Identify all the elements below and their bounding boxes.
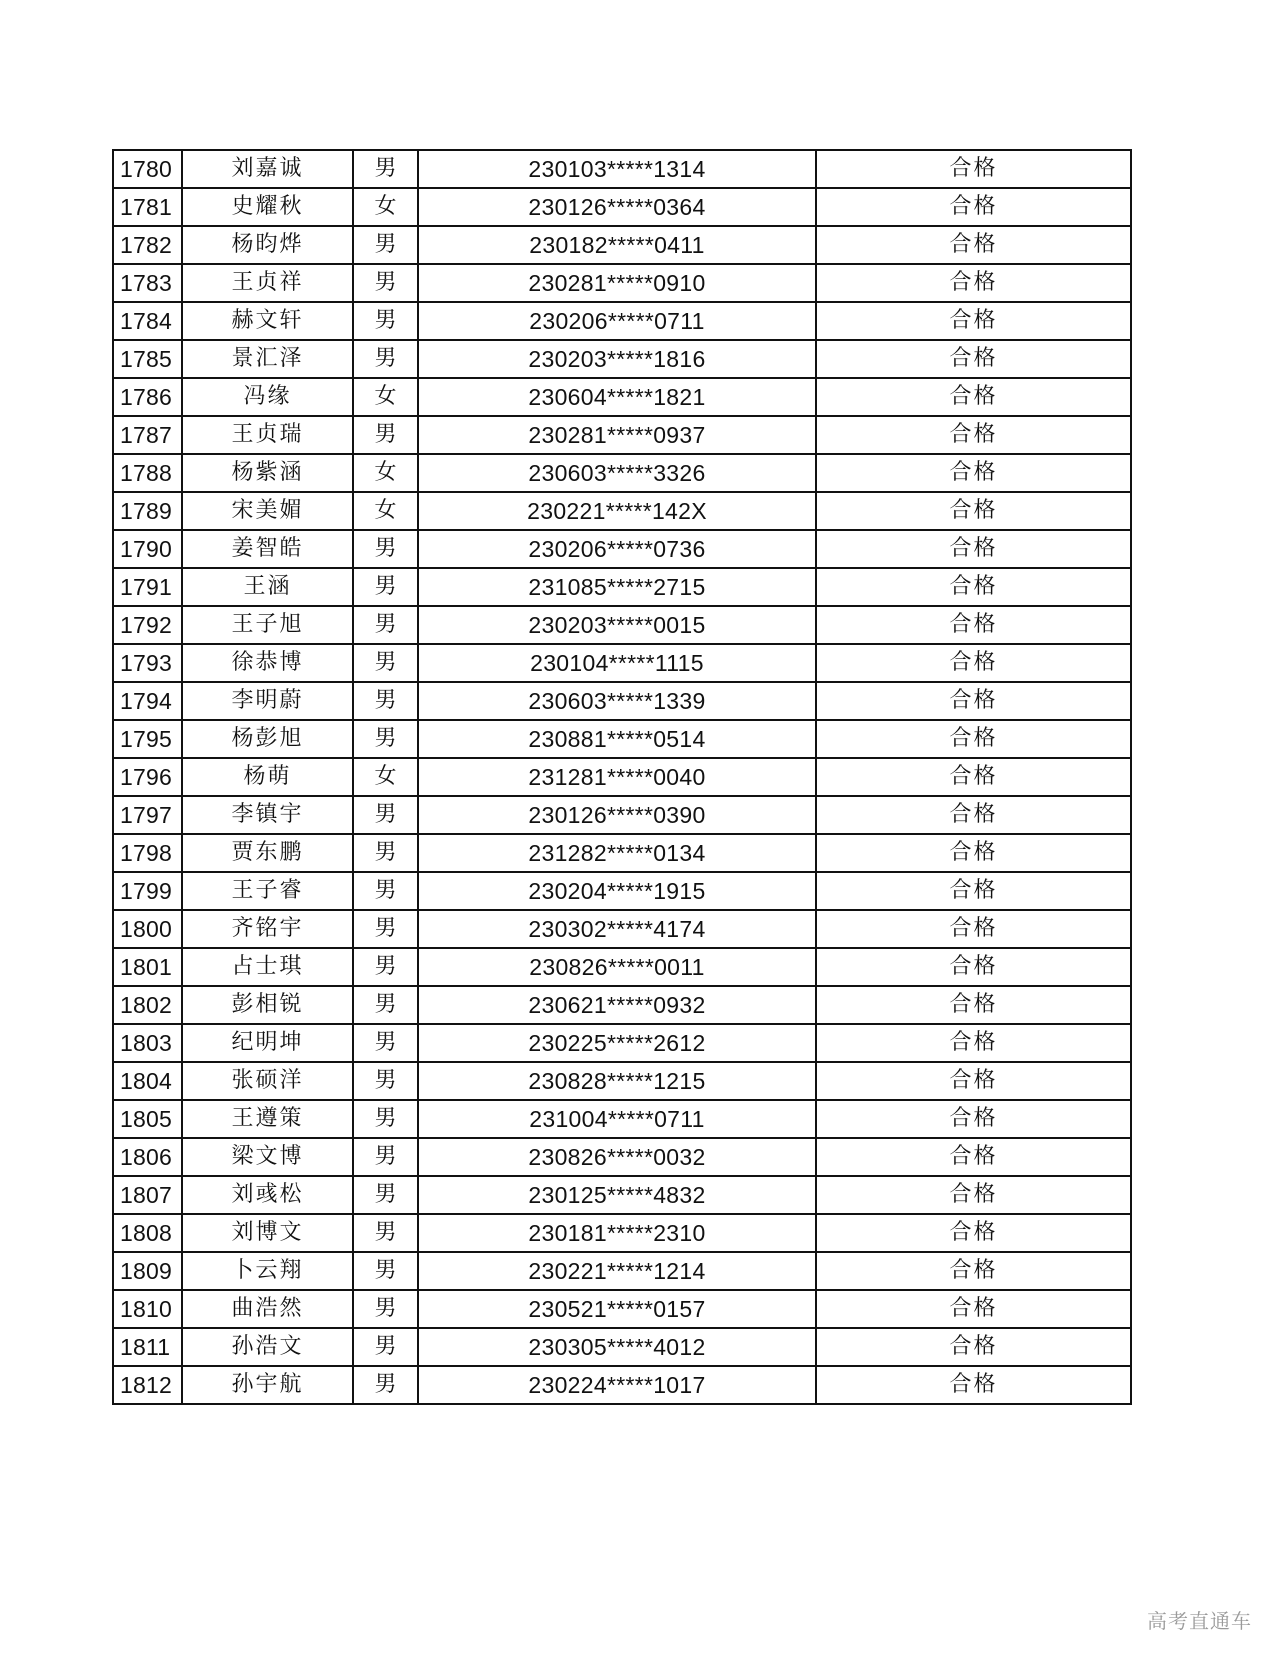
student-name: 刘嘉诚 [182, 150, 353, 188]
id-number: 230281*****0937 [418, 416, 816, 454]
row-number: 1783 [113, 264, 182, 302]
table-row [113, 340, 1131, 378]
result-status: 合格 [816, 910, 1131, 948]
id-number: 230521*****0157 [418, 1290, 816, 1328]
table-row [113, 150, 1131, 188]
student-gender: 男 [353, 150, 418, 188]
student-name: 张硕洋 [182, 1062, 353, 1100]
result-status: 合格 [816, 1176, 1131, 1214]
student-gender: 男 [353, 606, 418, 644]
row-number: 1808 [113, 1214, 182, 1252]
table-row [113, 416, 1131, 454]
row-number: 1811 [113, 1328, 182, 1366]
student-name: 杨彭旭 [182, 720, 353, 758]
result-status: 合格 [816, 454, 1131, 492]
table-row [113, 758, 1131, 796]
result-status: 合格 [816, 986, 1131, 1024]
result-status: 合格 [816, 1366, 1131, 1404]
id-number: 230182*****0411 [418, 226, 816, 264]
id-number: 230604*****1821 [418, 378, 816, 416]
result-status: 合格 [816, 1252, 1131, 1290]
id-number: 230206*****0736 [418, 530, 816, 568]
student-gender: 男 [353, 910, 418, 948]
student-gender: 男 [353, 340, 418, 378]
student-gender: 男 [353, 568, 418, 606]
result-status: 合格 [816, 530, 1131, 568]
student-name: 王贞祥 [182, 264, 353, 302]
student-name: 史耀秋 [182, 188, 353, 226]
table-row [113, 796, 1131, 834]
student-gender: 男 [353, 1290, 418, 1328]
student-name: 梁文博 [182, 1138, 353, 1176]
table-row [113, 872, 1131, 910]
result-status: 合格 [816, 948, 1131, 986]
result-status: 合格 [816, 492, 1131, 530]
student-name: 王遵策 [182, 1100, 353, 1138]
student-gender: 男 [353, 1138, 418, 1176]
student-name: 齐铭宇 [182, 910, 353, 948]
student-name: 占士琪 [182, 948, 353, 986]
student-gender: 男 [353, 1328, 418, 1366]
student-name: 徐恭博 [182, 644, 353, 682]
id-number: 231281*****0040 [418, 758, 816, 796]
row-number: 1790 [113, 530, 182, 568]
student-name: 孙宇航 [182, 1366, 353, 1404]
row-number: 1792 [113, 606, 182, 644]
row-number: 1802 [113, 986, 182, 1024]
row-number: 1791 [113, 568, 182, 606]
student-gender: 女 [353, 492, 418, 530]
row-number: 1799 [113, 872, 182, 910]
qualification-table [112, 149, 1132, 1405]
result-status: 合格 [816, 150, 1131, 188]
row-number: 1807 [113, 1176, 182, 1214]
result-status: 合格 [816, 264, 1131, 302]
student-name: 李镇宇 [182, 796, 353, 834]
row-number: 1788 [113, 454, 182, 492]
student-name: 卜云翔 [182, 1252, 353, 1290]
student-gender: 男 [353, 264, 418, 302]
id-number: 231004*****0711 [418, 1100, 816, 1138]
row-number: 1789 [113, 492, 182, 530]
id-number: 230881*****0514 [418, 720, 816, 758]
id-number: 230224*****1017 [418, 1366, 816, 1404]
student-gender: 男 [353, 1176, 418, 1214]
id-number: 230621*****0932 [418, 986, 816, 1024]
row-number: 1797 [113, 796, 182, 834]
student-name: 景汇泽 [182, 340, 353, 378]
table-row [113, 1290, 1131, 1328]
table-row [113, 378, 1131, 416]
row-number: 1782 [113, 226, 182, 264]
student-name: 王贞瑞 [182, 416, 353, 454]
row-number: 1795 [113, 720, 182, 758]
table-row [113, 986, 1131, 1024]
row-number: 1796 [113, 758, 182, 796]
result-status: 合格 [816, 568, 1131, 606]
row-number: 1810 [113, 1290, 182, 1328]
student-name: 刘博文 [182, 1214, 353, 1252]
result-status: 合格 [816, 1100, 1131, 1138]
result-status: 合格 [816, 340, 1131, 378]
row-number: 1800 [113, 910, 182, 948]
result-status: 合格 [816, 188, 1131, 226]
student-name: 曲浩然 [182, 1290, 353, 1328]
table-row [113, 1100, 1131, 1138]
student-name: 杨紫涵 [182, 454, 353, 492]
student-gender: 女 [353, 758, 418, 796]
table-row [113, 1024, 1131, 1062]
id-number: 230826*****0011 [418, 948, 816, 986]
result-status: 合格 [816, 834, 1131, 872]
student-name: 杨萌 [182, 758, 353, 796]
student-gender: 男 [353, 1366, 418, 1404]
result-status: 合格 [816, 1062, 1131, 1100]
id-number: 230181*****2310 [418, 1214, 816, 1252]
row-number: 1785 [113, 340, 182, 378]
student-name: 宋美媚 [182, 492, 353, 530]
table-row [113, 492, 1131, 530]
id-number: 230126*****0390 [418, 796, 816, 834]
table-row [113, 834, 1131, 872]
student-name: 赫文轩 [182, 302, 353, 340]
student-gender: 女 [353, 454, 418, 492]
result-status: 合格 [816, 1214, 1131, 1252]
id-number: 230281*****0910 [418, 264, 816, 302]
result-status: 合格 [816, 416, 1131, 454]
student-gender: 男 [353, 1214, 418, 1252]
student-name: 李明蔚 [182, 682, 353, 720]
student-gender: 男 [353, 796, 418, 834]
student-name: 王子睿 [182, 872, 353, 910]
result-status: 合格 [816, 1290, 1131, 1328]
student-gender: 男 [353, 1100, 418, 1138]
student-gender: 男 [353, 226, 418, 264]
result-status: 合格 [816, 872, 1131, 910]
student-gender: 男 [353, 872, 418, 910]
table-row [113, 910, 1131, 948]
result-status: 合格 [816, 644, 1131, 682]
table-row [113, 682, 1131, 720]
student-name: 孙浩文 [182, 1328, 353, 1366]
student-gender: 女 [353, 378, 418, 416]
row-number: 1794 [113, 682, 182, 720]
student-gender: 男 [353, 1024, 418, 1062]
result-status: 合格 [816, 796, 1131, 834]
table-row [113, 720, 1131, 758]
id-number: 230828*****1215 [418, 1062, 816, 1100]
id-number: 231085*****2715 [418, 568, 816, 606]
table-row [113, 948, 1131, 986]
id-number: 230203*****0015 [418, 606, 816, 644]
table-row [113, 1328, 1131, 1366]
row-number: 1805 [113, 1100, 182, 1138]
student-name: 姜智皓 [182, 530, 353, 568]
table-row [113, 454, 1131, 492]
id-number: 230203*****1816 [418, 340, 816, 378]
result-status: 合格 [816, 226, 1131, 264]
row-number: 1793 [113, 644, 182, 682]
id-number: 230603*****1339 [418, 682, 816, 720]
result-status: 合格 [816, 1024, 1131, 1062]
row-number: 1801 [113, 948, 182, 986]
student-name: 冯缘 [182, 378, 353, 416]
id-number: 230204*****1915 [418, 872, 816, 910]
row-number: 1804 [113, 1062, 182, 1100]
table-row [113, 226, 1131, 264]
result-status: 合格 [816, 720, 1131, 758]
student-name: 纪明坤 [182, 1024, 353, 1062]
table-row [113, 1138, 1131, 1176]
result-status: 合格 [816, 682, 1131, 720]
student-gender: 男 [353, 986, 418, 1024]
student-gender: 男 [353, 416, 418, 454]
result-status: 合格 [816, 758, 1131, 796]
table-row [113, 1176, 1131, 1214]
id-number: 230125*****4832 [418, 1176, 816, 1214]
row-number: 1806 [113, 1138, 182, 1176]
row-number: 1786 [113, 378, 182, 416]
result-status: 合格 [816, 1138, 1131, 1176]
table-row [113, 1252, 1131, 1290]
student-name: 贾东鹏 [182, 834, 353, 872]
id-number: 230826*****0032 [418, 1138, 816, 1176]
table-row [113, 1062, 1131, 1100]
table-row [113, 530, 1131, 568]
id-number: 230206*****0711 [418, 302, 816, 340]
result-status: 合格 [816, 606, 1131, 644]
result-status: 合格 [816, 1328, 1131, 1366]
result-status: 合格 [816, 302, 1131, 340]
student-name: 杨昀烨 [182, 226, 353, 264]
table-row [113, 1366, 1131, 1404]
student-gender: 男 [353, 834, 418, 872]
row-number: 1812 [113, 1366, 182, 1404]
row-number: 1787 [113, 416, 182, 454]
id-number: 230225*****2612 [418, 1024, 816, 1062]
table-row [113, 606, 1131, 644]
student-gender: 男 [353, 530, 418, 568]
id-number: 230221*****142X [418, 492, 816, 530]
table-row [113, 644, 1131, 682]
row-number: 1780 [113, 150, 182, 188]
student-gender: 男 [353, 644, 418, 682]
student-gender: 男 [353, 682, 418, 720]
student-gender: 男 [353, 302, 418, 340]
row-number: 1803 [113, 1024, 182, 1062]
id-number: 230603*****3326 [418, 454, 816, 492]
student-gender: 男 [353, 1252, 418, 1290]
row-number: 1781 [113, 188, 182, 226]
id-number: 230302*****4174 [418, 910, 816, 948]
table-row [113, 1214, 1131, 1252]
table-row [113, 568, 1131, 606]
id-number: 230221*****1214 [418, 1252, 816, 1290]
student-gender: 男 [353, 720, 418, 758]
row-number: 1784 [113, 302, 182, 340]
student-gender: 男 [353, 948, 418, 986]
student-name: 王涵 [182, 568, 353, 606]
result-status: 合格 [816, 378, 1131, 416]
id-number: 230305*****4012 [418, 1328, 816, 1366]
student-name: 刘彧松 [182, 1176, 353, 1214]
row-number: 1809 [113, 1252, 182, 1290]
student-gender: 男 [353, 1062, 418, 1100]
id-number: 230103*****1314 [418, 150, 816, 188]
table-row [113, 188, 1131, 226]
table-body [113, 150, 1131, 1404]
id-number: 230126*****0364 [418, 188, 816, 226]
id-number: 231282*****0134 [418, 834, 816, 872]
student-name: 彭相锐 [182, 986, 353, 1024]
watermark-text: 高考直通车 [1147, 1609, 1252, 1633]
table-row [113, 264, 1131, 302]
id-number: 230104*****1115 [418, 644, 816, 682]
student-gender: 女 [353, 188, 418, 226]
student-name: 王子旭 [182, 606, 353, 644]
table-row [113, 302, 1131, 340]
row-number: 1798 [113, 834, 182, 872]
